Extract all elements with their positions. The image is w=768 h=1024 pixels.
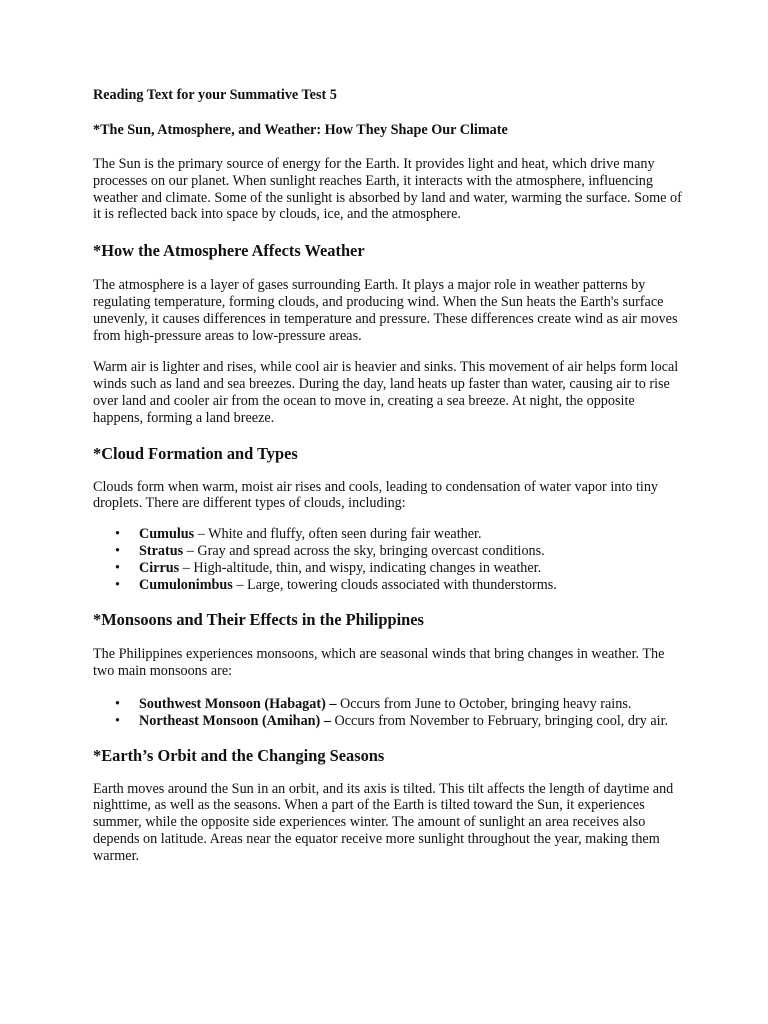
monsoon-term: Northeast Monsoon (Amihan) – (139, 712, 331, 729)
bullet-icon: • (115, 695, 120, 712)
cloud-term: Cirrus (139, 559, 180, 576)
clouds-paragraph: Clouds form when warm, moist air rises and cools, leading to condensation of water vapor into tiny droplets. There are different types of clouds, including: (93, 478, 659, 512)
cloud-description: – Large, towering clouds associated with thunderstorms. (232, 576, 557, 593)
document-subtitle: *The Sun, Atmosphere, and Weather: How They Shape Our Climate (93, 122, 508, 138)
section-heading-clouds: *Cloud Formation and Types (93, 443, 298, 463)
document-page (93, 87, 683, 881)
cloud-types-list (93, 526, 683, 593)
atmosphere-paragraph-1: The atmosphere is a layer of gases surrounding Earth. It plays a major role in weather patterns by regulating temperature, forming clouds, and producing wind. When the Sun heats the Earth's surface unevenly, it causes differences in temperature and pressure. These differences create wind as air moves from high-pressure areas to low-pressure areas. (93, 277, 678, 344)
list-item (93, 526, 683, 543)
bullet-icon: • (115, 559, 120, 576)
cloud-description: – High-altitude, thin, and wispy, indicating changes in weather. (179, 559, 542, 576)
list-item (93, 577, 683, 594)
list-item (93, 560, 683, 577)
cloud-term: Cumulonimbus (139, 576, 233, 593)
intro-paragraph: The Sun is the primary source of energy for the Earth. It provides light and heat, which drive many processes on our planet. When sunlight reaches Earth, it interacts with the atmosphere, influencing weather and climate. Some of the sunlight is absorbed by land and water, warming the surface. Some of it is reflected back into space by clouds, ice, and the atmosphere. (93, 156, 682, 223)
cloud-description: – White and fluffy, often seen during fair weather. (194, 526, 482, 543)
orbit-paragraph: Earth moves around the Sun in an orbit, and its axis is tilted. This tilt affects the length of daytime and nighttime, as well as the seasons. When a part of the Earth is tilted toward the Sun, it experiences summer, while the opposite side experiences winter. The amount of sunlight an area receives also depends on latitude. Areas near the equator receive more sunlight throughout the year, making them warmer. (93, 780, 674, 864)
section-heading-atmosphere: *How the Atmosphere Affects Weather (93, 241, 365, 261)
monsoons-list (93, 696, 683, 730)
list-item (93, 543, 683, 560)
monsoons-paragraph: The Philippines experiences monsoons, which are seasonal winds that bring changes in weather. The two main monsoons are: (93, 646, 665, 680)
cloud-term: Stratus (139, 542, 184, 559)
list-item (93, 713, 683, 730)
bullet-icon: • (115, 542, 120, 559)
bullet-icon: • (115, 712, 120, 729)
bullet-icon: • (115, 526, 120, 543)
monsoon-description: Occurs from November to February, bringing cool, dry air. (330, 712, 669, 729)
monsoon-description: Occurs from June to October, bringing heavy rains. (336, 695, 632, 712)
cloud-term: Cumulus (139, 526, 195, 543)
section-heading-monsoons: *Monsoons and Their Effects in the Philippines (93, 610, 424, 630)
section-heading-orbit: *Earth’s Orbit and the Changing Seasons (93, 745, 385, 765)
atmosphere-paragraph-2: Warm air is lighter and rises, while cool air is heavier and sinks. This movement of air helps form local winds such as land and sea breezes. During the day, land heats up faster than water, causing air to rise over land and cooler air from the ocean to move in, creating a sea breeze. At night, the opposite happens, forming a land breeze. (93, 359, 679, 426)
cloud-description: – Gray and spread across the sky, bringing overcast conditions. (183, 542, 545, 559)
monsoon-term: Southwest Monsoon (Habagat) – (139, 695, 337, 712)
list-item (93, 696, 683, 713)
bullet-icon: • (115, 576, 120, 593)
document-title: Reading Text for your Summative Test 5 (93, 87, 337, 103)
